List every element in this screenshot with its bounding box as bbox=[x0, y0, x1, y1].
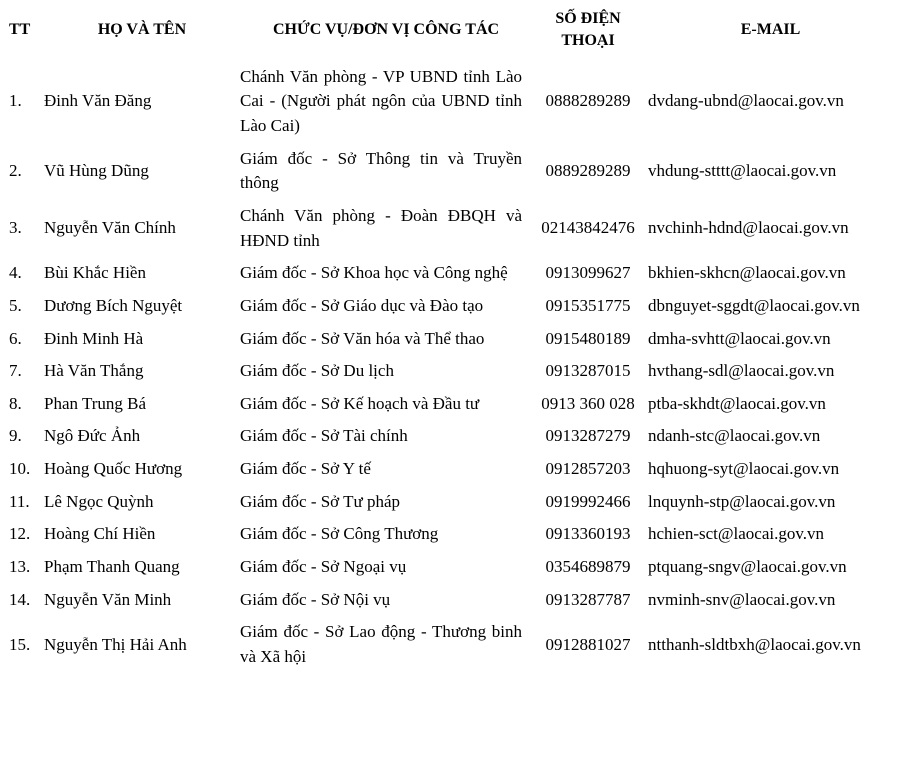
cell-position-unit: Giám đốc - Sở Thông tin và Truyền thông bbox=[240, 148, 522, 193]
cell-phone-number: 0913287015 bbox=[545, 361, 631, 381]
table-row bbox=[0, 616, 897, 673]
cell-email-address: hchien-sct@laocai.gov.vn bbox=[648, 524, 824, 544]
cell-full-name: Lê Ngọc Quỳnh bbox=[44, 491, 154, 511]
cell-full-name: Đinh Minh Hà bbox=[44, 328, 144, 348]
cell-row-number: 3. bbox=[9, 218, 22, 238]
cell-phone-number: 02143842476 bbox=[541, 218, 635, 238]
cell-phone-number: 0915480189 bbox=[545, 328, 631, 348]
cell-position-unit: Giám đốc - Sở Kế hoạch và Đầu tư bbox=[240, 393, 480, 413]
cell-phone-number: 0888289289 bbox=[545, 91, 631, 111]
header-phone bbox=[532, 4, 644, 61]
cell-phone-number: 0915351775 bbox=[545, 295, 631, 315]
cell-email-address: nvminh-snv@laocai.gov.vn bbox=[648, 589, 836, 609]
cell-full-name: Nguyễn Thị Hải Anh bbox=[44, 634, 187, 654]
cell-position-unit: Giám đốc - Sở Giáo dục và Đào tạo bbox=[240, 295, 484, 315]
cell-row-number: 15. bbox=[9, 634, 31, 654]
contact-table-header bbox=[0, 4, 897, 61]
cell-row-number: 10. bbox=[9, 459, 31, 479]
header-position-label: CHỨC VỤ/ĐƠN VỊ CÔNG TÁC bbox=[272, 21, 500, 39]
cell-phone-number: 0919992466 bbox=[545, 491, 631, 511]
cell-full-name: Hoàng Chí Hiền bbox=[44, 524, 156, 544]
cell-email-address: lnquynh-stp@laocai.gov.vn bbox=[648, 491, 836, 511]
table-row bbox=[0, 584, 897, 617]
cell-phone-number: 0913 360 028 bbox=[541, 393, 635, 413]
header-position bbox=[240, 4, 532, 61]
cell-email-address: ptba-skhdt@laocai.gov.vn bbox=[648, 393, 826, 413]
cell-row-number: 8. bbox=[9, 393, 22, 413]
cell-position-unit: Giám đốc - Sở Công Thương bbox=[240, 524, 439, 544]
cell-position-unit: Giám đốc - Sở Lao động - Thương binh và Xã hội bbox=[240, 622, 522, 666]
cell-full-name: Hà Văn Thắng bbox=[44, 361, 144, 381]
header-tt: TT bbox=[9, 21, 31, 39]
cell-row-number: 13. bbox=[9, 557, 31, 577]
cell-position-unit: Giám đốc - Sở Y tế bbox=[240, 459, 371, 479]
table-row bbox=[0, 518, 897, 551]
cell-position-unit: Giám đốc - Sở Văn hóa và Thể thao bbox=[240, 328, 485, 348]
cell-phone-number: 0913099627 bbox=[545, 263, 631, 283]
table-row bbox=[0, 355, 897, 388]
cell-email-address: bkhien-skhcn@laocai.gov.vn bbox=[648, 263, 846, 283]
cell-row-number: 7. bbox=[9, 361, 22, 381]
table-row bbox=[0, 323, 897, 356]
cell-position-unit: Chánh Văn phòng - Đoàn ĐBQH và HĐND tỉnh bbox=[240, 205, 522, 250]
cell-row-number: 4. bbox=[9, 263, 22, 283]
cell-full-name: Phan Trung Bá bbox=[44, 393, 147, 413]
cell-phone-number: 0354689879 bbox=[545, 557, 631, 577]
cell-row-number: 12. bbox=[9, 524, 31, 544]
cell-phone-number: 0889289289 bbox=[545, 161, 631, 181]
header-phone-label: SỐ ĐIỆN THOẠI bbox=[555, 10, 621, 50]
cell-full-name: Vũ Hùng Dũng bbox=[44, 161, 149, 181]
cell-email-address: ndanh-stc@laocai.gov.vn bbox=[648, 426, 821, 446]
cell-phone-number: 0912857203 bbox=[545, 459, 631, 479]
table-row bbox=[0, 420, 897, 453]
cell-position-unit: Giám đốc - Sở Ngoại vụ bbox=[240, 557, 407, 577]
cell-row-number: 14. bbox=[9, 589, 31, 609]
table-row bbox=[0, 453, 897, 486]
cell-phone-number: 0913360193 bbox=[545, 524, 631, 544]
table-row bbox=[0, 486, 897, 519]
cell-full-name: Nguyễn Văn Minh bbox=[44, 589, 172, 609]
header-row bbox=[0, 4, 897, 61]
cell-row-number: 2. bbox=[9, 161, 22, 181]
cell-row-number: 6. bbox=[9, 328, 22, 348]
contact-table-body bbox=[0, 61, 897, 674]
cell-full-name: Dương Bích Nguyệt bbox=[44, 295, 183, 315]
cell-phone-number: 0913287787 bbox=[545, 589, 631, 609]
cell-phone-number: 0912881027 bbox=[545, 634, 631, 654]
contact-table bbox=[0, 4, 897, 674]
cell-email-address: ptquang-sngv@laocai.gov.vn bbox=[648, 557, 847, 577]
cell-full-name: Nguyễn Văn Chính bbox=[44, 218, 176, 238]
table-row bbox=[0, 143, 897, 200]
cell-position-unit: Giám đốc - Sở Tư pháp bbox=[240, 491, 401, 511]
table-row bbox=[0, 61, 897, 143]
cell-row-number: 5. bbox=[9, 295, 22, 315]
cell-full-name: Bùi Khắc Hiền bbox=[44, 263, 146, 283]
cell-row-number: 1. bbox=[9, 91, 22, 111]
cell-email-address: dbnguyet-sggdt@laocai.gov.vn bbox=[648, 295, 860, 315]
cell-position-unit: Giám đốc - Sở Tài chính bbox=[240, 426, 408, 446]
table-row bbox=[0, 200, 897, 257]
table-row bbox=[0, 257, 897, 290]
cell-position-unit: Giám đốc - Sở Khoa học và Công nghệ bbox=[240, 263, 508, 283]
cell-email-address: dmha-svhtt@laocai.gov.vn bbox=[648, 328, 831, 348]
cell-email-address: ntthanh-sldtbxh@laocai.gov.vn bbox=[648, 634, 861, 654]
cell-email-address: hvthang-sdl@laocai.gov.vn bbox=[648, 361, 835, 381]
table-row bbox=[0, 551, 897, 584]
cell-email-address: hqhuong-syt@laocai.gov.vn bbox=[648, 459, 840, 479]
cell-full-name: Hoàng Quốc Hương bbox=[44, 459, 183, 479]
cell-position-unit: Giám đốc - Sở Nội vụ bbox=[240, 589, 391, 609]
cell-email-address: nvchinh-hdnd@laocai.gov.vn bbox=[648, 218, 849, 238]
cell-row-number: 9. bbox=[9, 426, 22, 446]
cell-phone-number: 0913287279 bbox=[545, 426, 631, 446]
table-row bbox=[0, 388, 897, 421]
cell-full-name: Đinh Văn Đăng bbox=[44, 91, 152, 111]
header-name: HỌ VÀ TÊN bbox=[97, 21, 187, 39]
cell-email-address: vhdung-stttt@laocai.gov.vn bbox=[648, 161, 837, 181]
header-email: E-MAIL bbox=[740, 21, 801, 39]
cell-row-number: 11. bbox=[9, 491, 30, 511]
cell-full-name: Phạm Thanh Quang bbox=[44, 557, 180, 577]
table-row bbox=[0, 290, 897, 323]
cell-email-address: dvdang-ubnd@laocai.gov.vn bbox=[648, 91, 844, 111]
cell-full-name: Ngô Đức Ảnh bbox=[44, 426, 141, 446]
cell-position-unit: Chánh Văn phòng - VP UBND tỉnh Lào Cai - (Người phát ngôn của UBND tỉnh Lào Cai) bbox=[240, 66, 522, 136]
cell-position-unit: Giám đốc - Sở Du lịch bbox=[240, 361, 394, 381]
